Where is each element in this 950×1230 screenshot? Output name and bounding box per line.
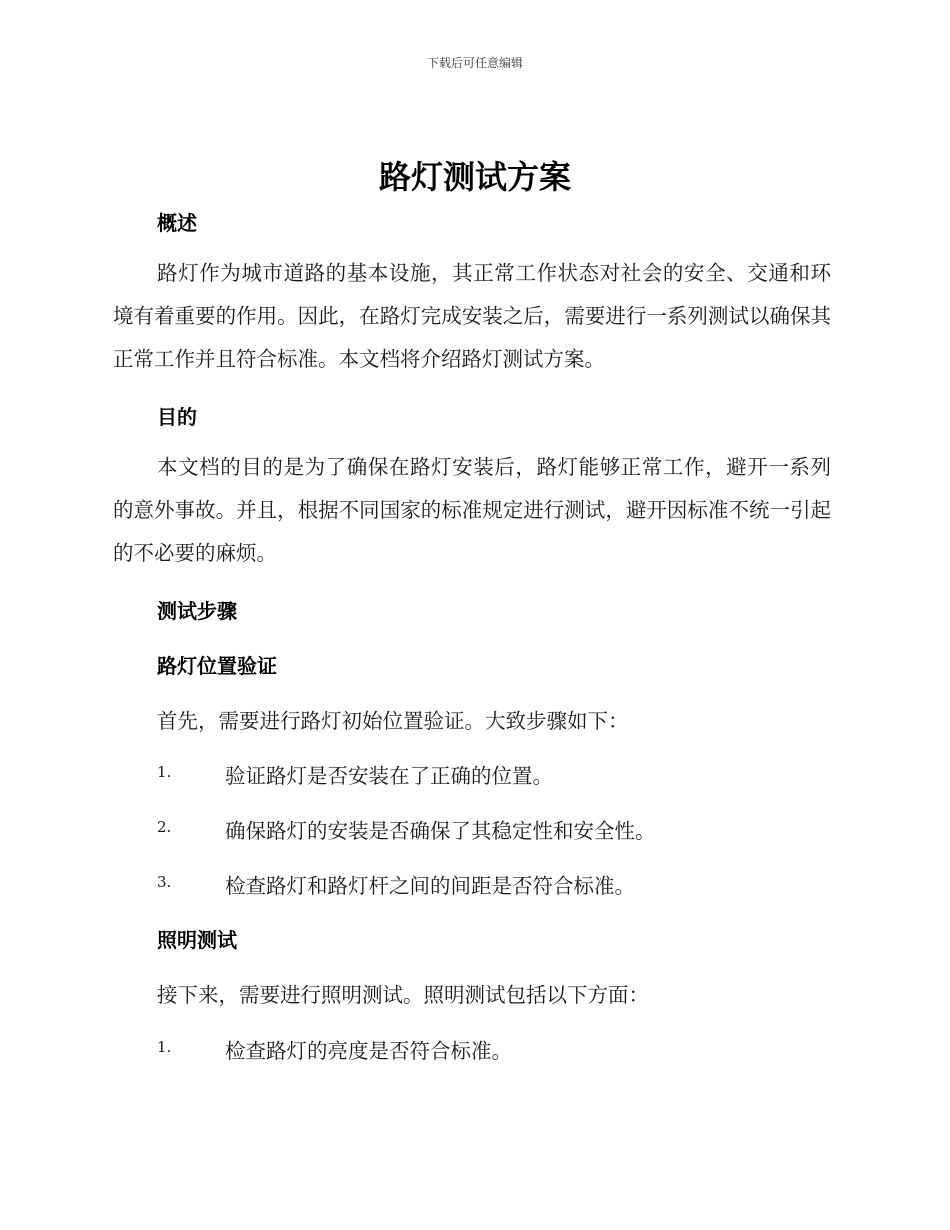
list-item	[157, 1034, 857, 1064]
section-body-overview: 路灯作为城市道路的基本设施，其正常工作状态对社会的安全、交通和环境有着重要的作用。因此，在路灯完成安装之后，需要进行一系列测试以确保其正常工作并且符合标准。本文档将介绍路灯测试方案。	[113, 261, 831, 371]
section-heading-overview: 概述	[157, 211, 197, 235]
section-heading-purpose: 目的	[157, 405, 197, 429]
list-item-text: 验证路灯是否安装在了正确的位置。	[225, 764, 553, 788]
document-title: 路灯测试方案	[378, 158, 571, 196]
list-item-number: 1.	[157, 1038, 172, 1056]
list-item	[157, 869, 857, 899]
header-note: 下载后可任意编辑	[426, 56, 523, 70]
list-item-number: 2.	[157, 818, 172, 836]
position-check-intro: 首先，需要进行路灯初始位置验证。大致步骤如下：	[157, 709, 629, 733]
list-item-text: 确保路灯的安装是否确保了其稳定性和安全性。	[225, 819, 656, 843]
list-item-text: 检查路灯的亮度是否符合标准。	[225, 1039, 512, 1063]
list-item-text: 检查路灯和路灯杆之间的间距是否符合标准。	[225, 874, 635, 898]
list-item-number: 1.	[157, 763, 172, 781]
section-heading-position-check: 路灯位置验证	[157, 654, 277, 678]
list-item	[157, 759, 857, 789]
list-item-number: 3.	[157, 873, 172, 891]
list-item	[157, 814, 857, 844]
section-body-purpose: 本文档的目的是为了确保在路灯安装后，路灯能够正常工作，避开一系列的意外事故。并且，根据不同国家的标准规定进行测试，避开因标准不统一引起的不必要的麻烦。	[113, 455, 831, 565]
section-heading-steps: 测试步骤	[157, 599, 237, 623]
lighting-test-intro: 接下来，需要进行照明测试。照明测试包括以下方面：	[157, 983, 649, 1007]
section-heading-lighting-test: 照明测试	[157, 928, 237, 952]
